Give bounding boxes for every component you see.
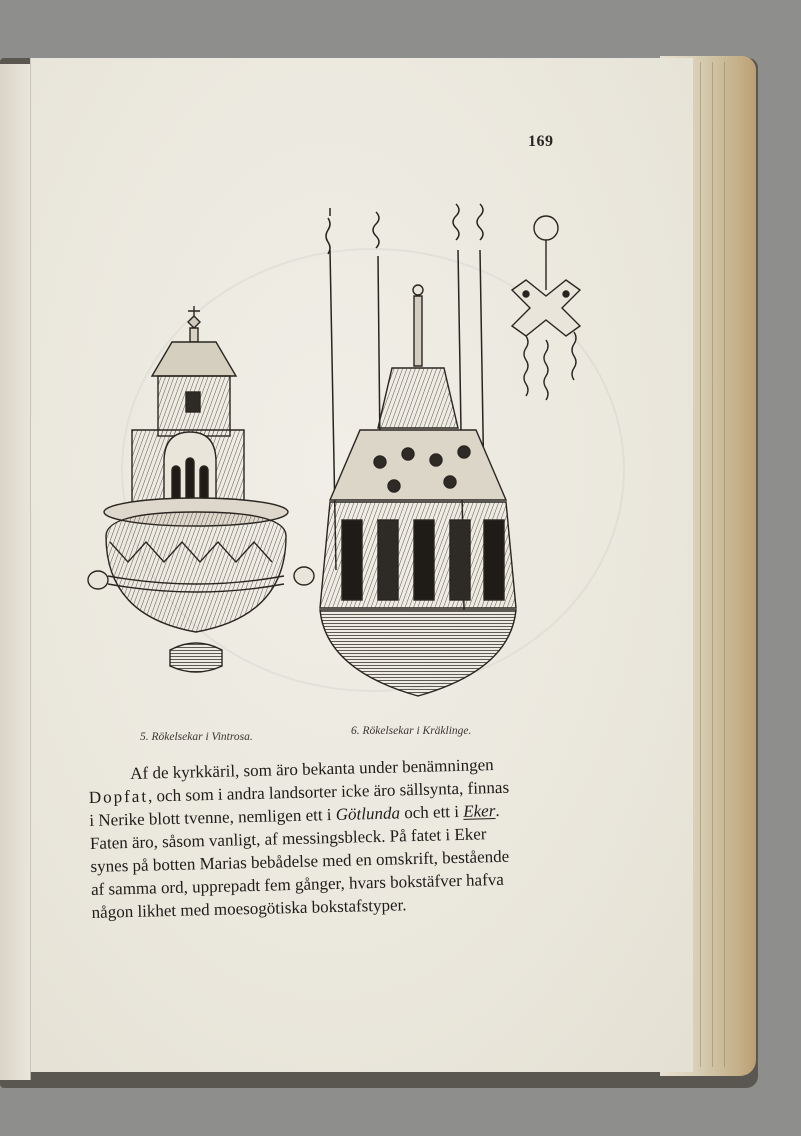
text-line: någon likhet med moesogötiska bokstafstyper. — [91, 895, 407, 922]
text-line: af samma ord, upprepadt fem gånger, hvars bokstäfver hafva — [90, 869, 505, 899]
censer-kraklinge — [320, 285, 516, 696]
place-gotlunda: Götlunda — [335, 803, 401, 824]
text-line: Faten äro, såsom vanligt, af messingsbleck. På fatet i Eker — [89, 824, 487, 853]
page-edge-line — [724, 62, 725, 1067]
page-edge-line — [712, 62, 713, 1067]
text-span: . — [495, 800, 500, 821]
figure-5-caption: 5. Rökelsekar i Vintrosa. — [140, 731, 253, 743]
text-line: synes på botten Marias bebådelse med en omskrift, bestående — [90, 846, 510, 876]
censer-illustration — [80, 190, 600, 710]
facing-page-edge — [0, 64, 31, 1080]
place-eker: Eker — [462, 801, 496, 821]
page-edge-line — [700, 62, 701, 1067]
figure-6-caption: 6. Rökelsekar i Kräklinge. — [351, 725, 472, 737]
term-dopfat: Dopfat — [88, 786, 149, 807]
body-text — [88, 750, 612, 924]
text-span: och ett i — [399, 801, 464, 823]
text-span: i Nerike blott tvenne, nemligen ett i — [89, 804, 337, 830]
censer-vintrosa — [88, 306, 314, 672]
text-span: , och som i andra landsorter icke äro sällsynta, finnas — [147, 777, 510, 806]
text-line: Af de kyrkkäril, som äro bekanta under benämningen — [130, 755, 494, 783]
suspension-cross — [512, 216, 580, 400]
page-number: 169 — [528, 133, 554, 150]
